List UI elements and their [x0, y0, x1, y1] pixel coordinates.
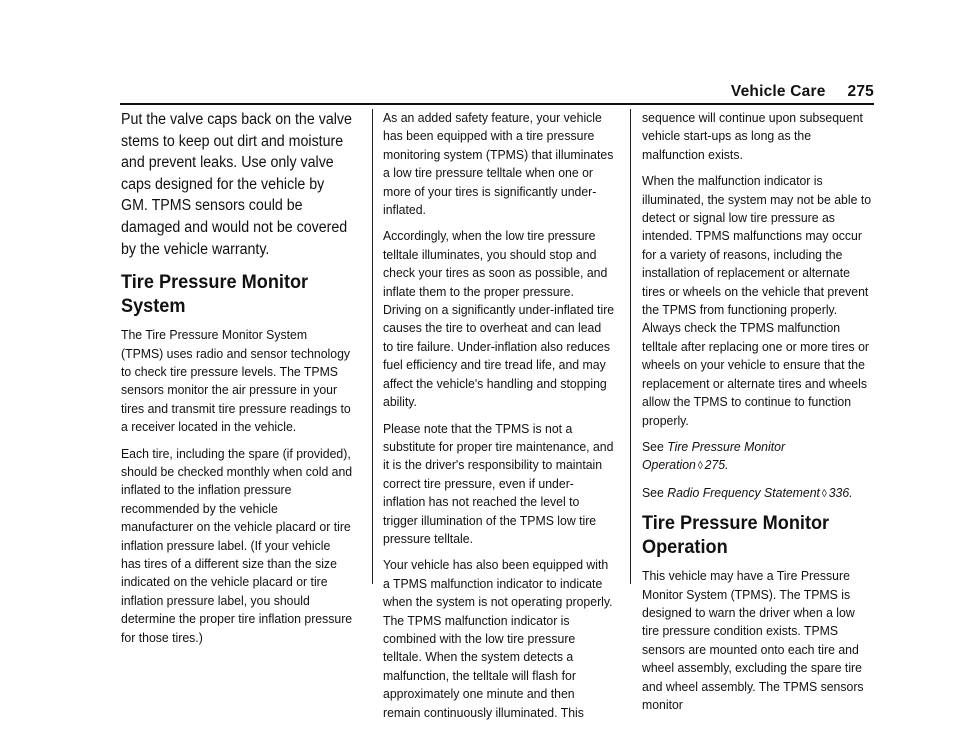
page-arrow-icon: ◊ — [697, 460, 703, 473]
section-heading-tpms-operation: Tire Pressure Monitor Operation — [642, 512, 830, 559]
page-number: 275 — [847, 83, 874, 100]
running-header — [731, 83, 874, 101]
header-rule — [120, 103, 874, 105]
xref-page[interactable]: 336. — [828, 484, 853, 500]
section-heading-tpms: Tire Pressure Monitor System — [121, 271, 309, 318]
column-3 — [642, 109, 874, 722]
intro-paragraph: Put the valve caps back on the valve stems to keep out dirt and moisture and prevent leaks. Use only valve caps designed for the vehicle by GM. TPMS sensors could be damaged and would not be covered by the vehicle warranty. — [121, 111, 352, 258]
paragraph: When the malfunction indicator is illuminated, the system may not be able to detect or signal low tire pressure as intended. TPMS malfunctions may occur for a variety of reasons, including the installation of replacement or alternate tires or wheels on the vehicle that prevent the TPMS from functioning properly. Always check the TPMS malfunction telltale after replacing one or more tires or wheels on your vehicle to ensure that the replacement or alternate tires and wheels allow the TPMS to continue to function properly. — [642, 173, 872, 428]
paragraph: Each tire, including the spare (if provided), should be checked monthly when cold and inflated to the inflation pressure recommended by the vehicle manufacturer on the vehicle placard or tire inflation pressure label. (If your vehicle has tires of a different size than the size indicated on the vehicle placard or tire inflation pressure label, you should determine the proper tire inflation pressure for those tires.) — [121, 445, 353, 645]
paragraph: The Tire Pressure Monitor System (TPMS) uses radio and sensor technology to check tire pressure levels. The TPMS sensors monitor the air pressure in your tires and transmit tire pressure readings to a receiver located in the vehicle. — [121, 327, 351, 435]
column-1 — [121, 109, 353, 655]
paragraph: As an added safety feature, your vehicle has been equipped with a tire pressure monitoring system (TPMS) that illuminates a low tire pressure telltale when one or more of your tires is significantly under-inflated. — [383, 110, 614, 218]
column-divider-2 — [630, 109, 631, 584]
paragraph: Accordingly, when the low tire pressure telltale illuminates, you should stop and check your tires as soon as possible, and inflate them to the proper pressure. Driving on a significantly under-inflated tire causes the tire to overheat and can lead to tire failure. Under-inflation also reduces fuel efficiency and tire tread life, and may affect the vehicle's handling and stopping ability. — [383, 228, 615, 410]
xref-title[interactable]: Tire Pressure Monitor Operation — [642, 438, 786, 473]
paragraph: Your vehicle has also been equipped with a TPMS malfunction indicator to indicate when the system is not operating properly. The TPMS malfunction indicator is combined with the low tire pressure telltale. When the system detects a malfunction, the telltale will flash for approximately one minute and then remain continuously illuminated. This — [383, 557, 613, 720]
column-2 — [383, 109, 615, 730]
page-arrow-icon: ◊ — [821, 487, 827, 500]
paragraph: Please note that the TPMS is not a substitute for proper tire maintenance, and it is the driver's responsibility to maintain correct tire pressure, even if under-inflation has not reached the level to trigger illumination of the TPMS low tire pressure telltale. — [383, 420, 614, 546]
xref-page[interactable]: 275. — [704, 457, 729, 473]
xref-title[interactable]: Radio Frequency Statement — [667, 484, 820, 500]
column-divider-1 — [372, 109, 373, 584]
section-title: Vehicle Care — [730, 83, 826, 100]
cross-reference-tpms-operation[interactable]: See Tire Pressure Monitor Operation ◊ 275. — [642, 438, 786, 473]
paragraph: This vehicle may have a Tire Pressure Monitor System (TPMS). The TPMS is designed to warn the driver when a low tire pressure condition exists. TPMS sensors are mounted onto each tire and wheel assembly, excluding the spare tire and wheel assembly. The TPMS sensors monitor — [642, 568, 864, 712]
paragraph: sequence will continue upon subsequent vehicle start-ups as long as the malfunction exists. — [642, 110, 863, 162]
cross-reference-radio-frequency[interactable]: See Radio Frequency Statement ◊ 336. — [642, 484, 853, 500]
